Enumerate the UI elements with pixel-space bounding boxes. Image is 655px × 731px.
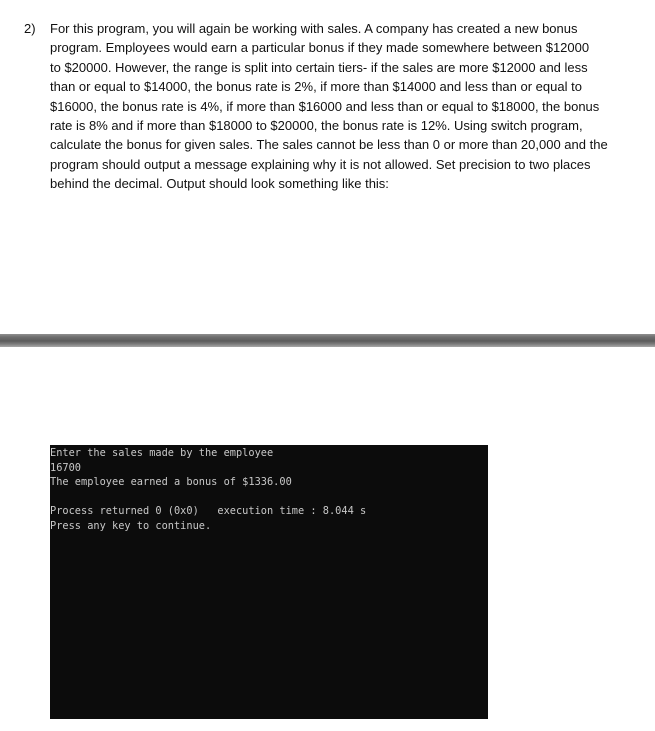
console-process-line: Process returned 0 (0x0) execution time : 8.044 s [50,505,367,518]
question-line: program should output a message explaining why it is not allowed. Set precision to two places [50,156,591,172]
question-line: For this program, you will again be working with sales. A company has created a new bonus [50,21,578,36]
console-output-window [50,445,488,719]
console-continue-line: Press any key to continue. [50,519,212,532]
console-blank-line [50,490,488,505]
question-2 [24,19,630,194]
section-divider-bar [0,334,655,347]
question-number: 2) [24,21,36,36]
question-line: behind the decimal. Output should look something like this: [50,176,389,192]
console-prompt-line: Enter the sales made by the employee [50,447,274,459]
question-line: $16000, the bonus rate is 4%, if more than $16000 and less than or equal to $18000, the bonus [50,98,600,114]
question-text [50,19,608,194]
console-result-line: The employee earned a bonus of $1336.00 [50,476,292,489]
question-line: rate is 8% and if more than $18000 to $20000, the bonus rate is 12%. Using switch program, [50,118,583,134]
question-line: program. Employees would earn a particular bonus if they made somewhere between $12000 [50,40,590,56]
question-line: to $20000. However, the range is split into certain tiers- if the sales are more $12000 and less [50,59,588,75]
question-line: than or equal to $14000, the bonus rate is 2%, if more than $14000 and less than or equal to [50,79,582,95]
question-line: calculate the bonus for given sales. The sales cannot be less than 0 or more than 20,000 and the [50,137,608,153]
console-input-line: 16700 [50,461,81,474]
